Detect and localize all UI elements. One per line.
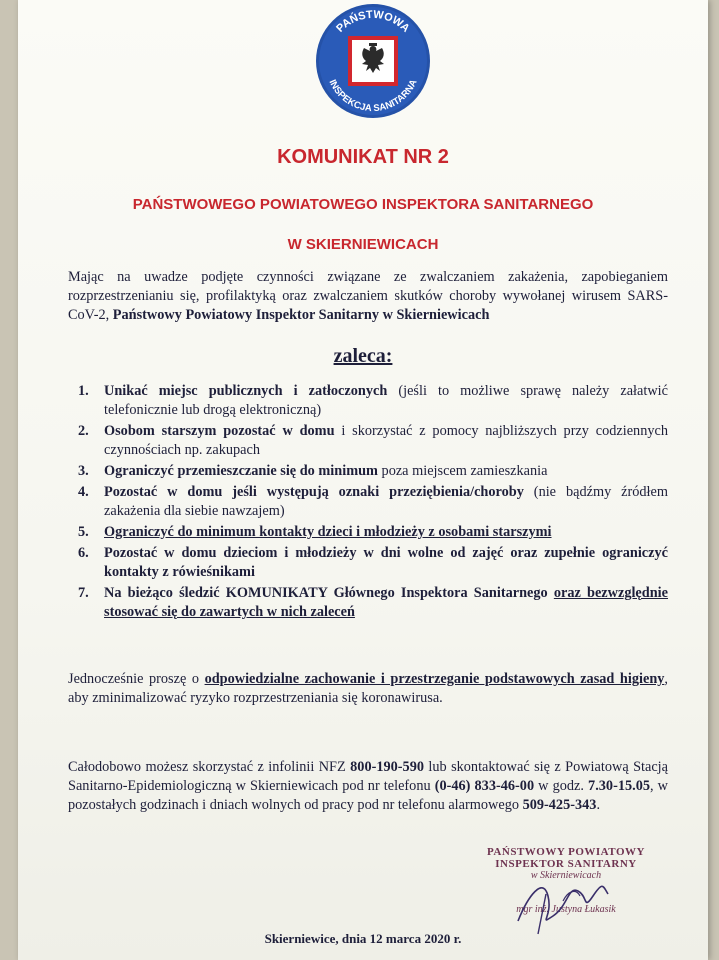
item-number: 4. [78,484,89,500]
item-number: 3. [78,463,89,479]
nfz-hotline: 800-190-590 [350,759,424,775]
document-location: W SKIERNIEWICACH [287,236,439,253]
document-title: KOMUNIKAT NR 2 [277,146,449,168]
hygiene-post: , aby zminimalizować ryzyko rozprzestrzeniania się koronawirusa. [68,671,668,706]
stamp-signatory: mgr inż. Justyna Łukasik [516,904,616,915]
recommendations-list [78,382,668,624]
contact-text: Całodobowo możesz skorzystać z infolinii NFZ [68,759,351,775]
item-number: 5. [78,524,89,540]
hygiene-pre: Jednocześnie proszę o [68,671,205,687]
svg-text:PAŃSTWOWA: PAŃSTWOWA [334,8,412,35]
item-number: 1. [78,383,89,399]
hygiene-paragraph [68,670,668,708]
item-number: 2. [78,423,89,439]
item-bold-underlined: oraz bezwzględnie stosować się do zawartych w nich zaleceń [104,585,669,620]
handwritten-signature [508,866,618,936]
list-item [78,584,668,622]
document-sheet [18,0,708,960]
date-line: Skierniewice, dnia 12 marca 2020 r. [264,931,462,946]
alarm-phone: 509-425-343 [522,797,597,813]
item-bold: Pozostać w domu jeśli występują oznaki przeziębienia/choroby [104,484,524,500]
item-bold-underlined: Ograniczyć do minimum kontakty dzieci i młodzieży z osobami starszymi [104,524,552,540]
item-text: (jeśli to możliwe sprawę należy załatwić telefonicznie lub drogą elektroniczną) [104,383,668,418]
item-bold: Na bieżąco śledzić KOMUNIKATY Głównego Inspektora Sanitarnego [104,585,554,601]
list-item [78,422,668,460]
stamp-line: PAŃSTWOWY POWIATOWY [487,846,645,858]
contact-text: , w pozostałych godzinach i dniach wolnych od pracy pod nr telefonu alarmowego [68,778,668,813]
item-text: poza miejscem zamieszkania [377,463,548,479]
list-item [78,382,668,420]
intro-paragraph [68,268,668,325]
item-bold: Osobom starszym pozostać w domu [104,423,335,439]
svg-text:INSPEKCJA SANITARNA: INSPEKCJA SANITARNA [326,77,420,115]
sanitary-inspection-logo [314,2,432,120]
item-number: 7. [78,585,89,601]
stamp-line: INSPEKTOR SANITARNY [495,858,637,870]
contact-text: . [596,797,601,813]
contact-text: lub skontaktować się z Powiatową Stacją Sanitarno-Epidemiologiczną w Skierniewicach pod nr telefonu [68,759,668,794]
intro-text: Mając na uwadze podjęte czynności związane ze zwalczaniem zakażenia, zapobieganiem rozprzestrzenianiu się, profilaktyką oraz zwalczaniem skutków choroby wywołanej wirusem SARS-CoV-2, [68,269,668,323]
item-bold: Unikać miejsc publicznych i zatłoczonych [104,383,388,399]
item-text: i skorzystać z pomocy najbliższych przy codziennych czynnościach np. zakupach [104,423,668,458]
item-text: (nie bądźmy źródłem zakażenia dla siebie nawzajem) [104,484,668,519]
item-bold: Ograniczyć przemieszczanie się do minimum [104,463,378,479]
contact-text: w godz. [534,778,589,794]
item-bold: Pozostać w domu dzieciom i młodzieży w dni wolne od zajęć oraz zupełnie ograniczyć kontakty z rówieśnikami [104,545,668,580]
list-item [78,483,668,521]
document-subtitle: PAŃSTWOWEGO POWIATOWEGO INSPEKTORA SANITARNEGO [132,196,594,213]
list-item [78,462,668,481]
stamp-line: w Skierniewicach [530,870,602,881]
contact-paragraph [68,758,668,815]
item-number: 6. [78,545,89,561]
office-hours: 7.30-15.05 [588,778,650,794]
list-item [78,544,668,582]
station-phone: (0-46) 833-46-00 [434,778,535,794]
hygiene-emphasis: odpowiedzialne zachowanie i przestrzeganie podstawowych zasad higieny [204,671,665,687]
recommends-heading: zaleca: [333,345,393,367]
list-item [78,523,668,542]
intro-authority: Państwowy Powiatowy Inspektor Sanitarny w Skierniewicach [112,307,490,323]
